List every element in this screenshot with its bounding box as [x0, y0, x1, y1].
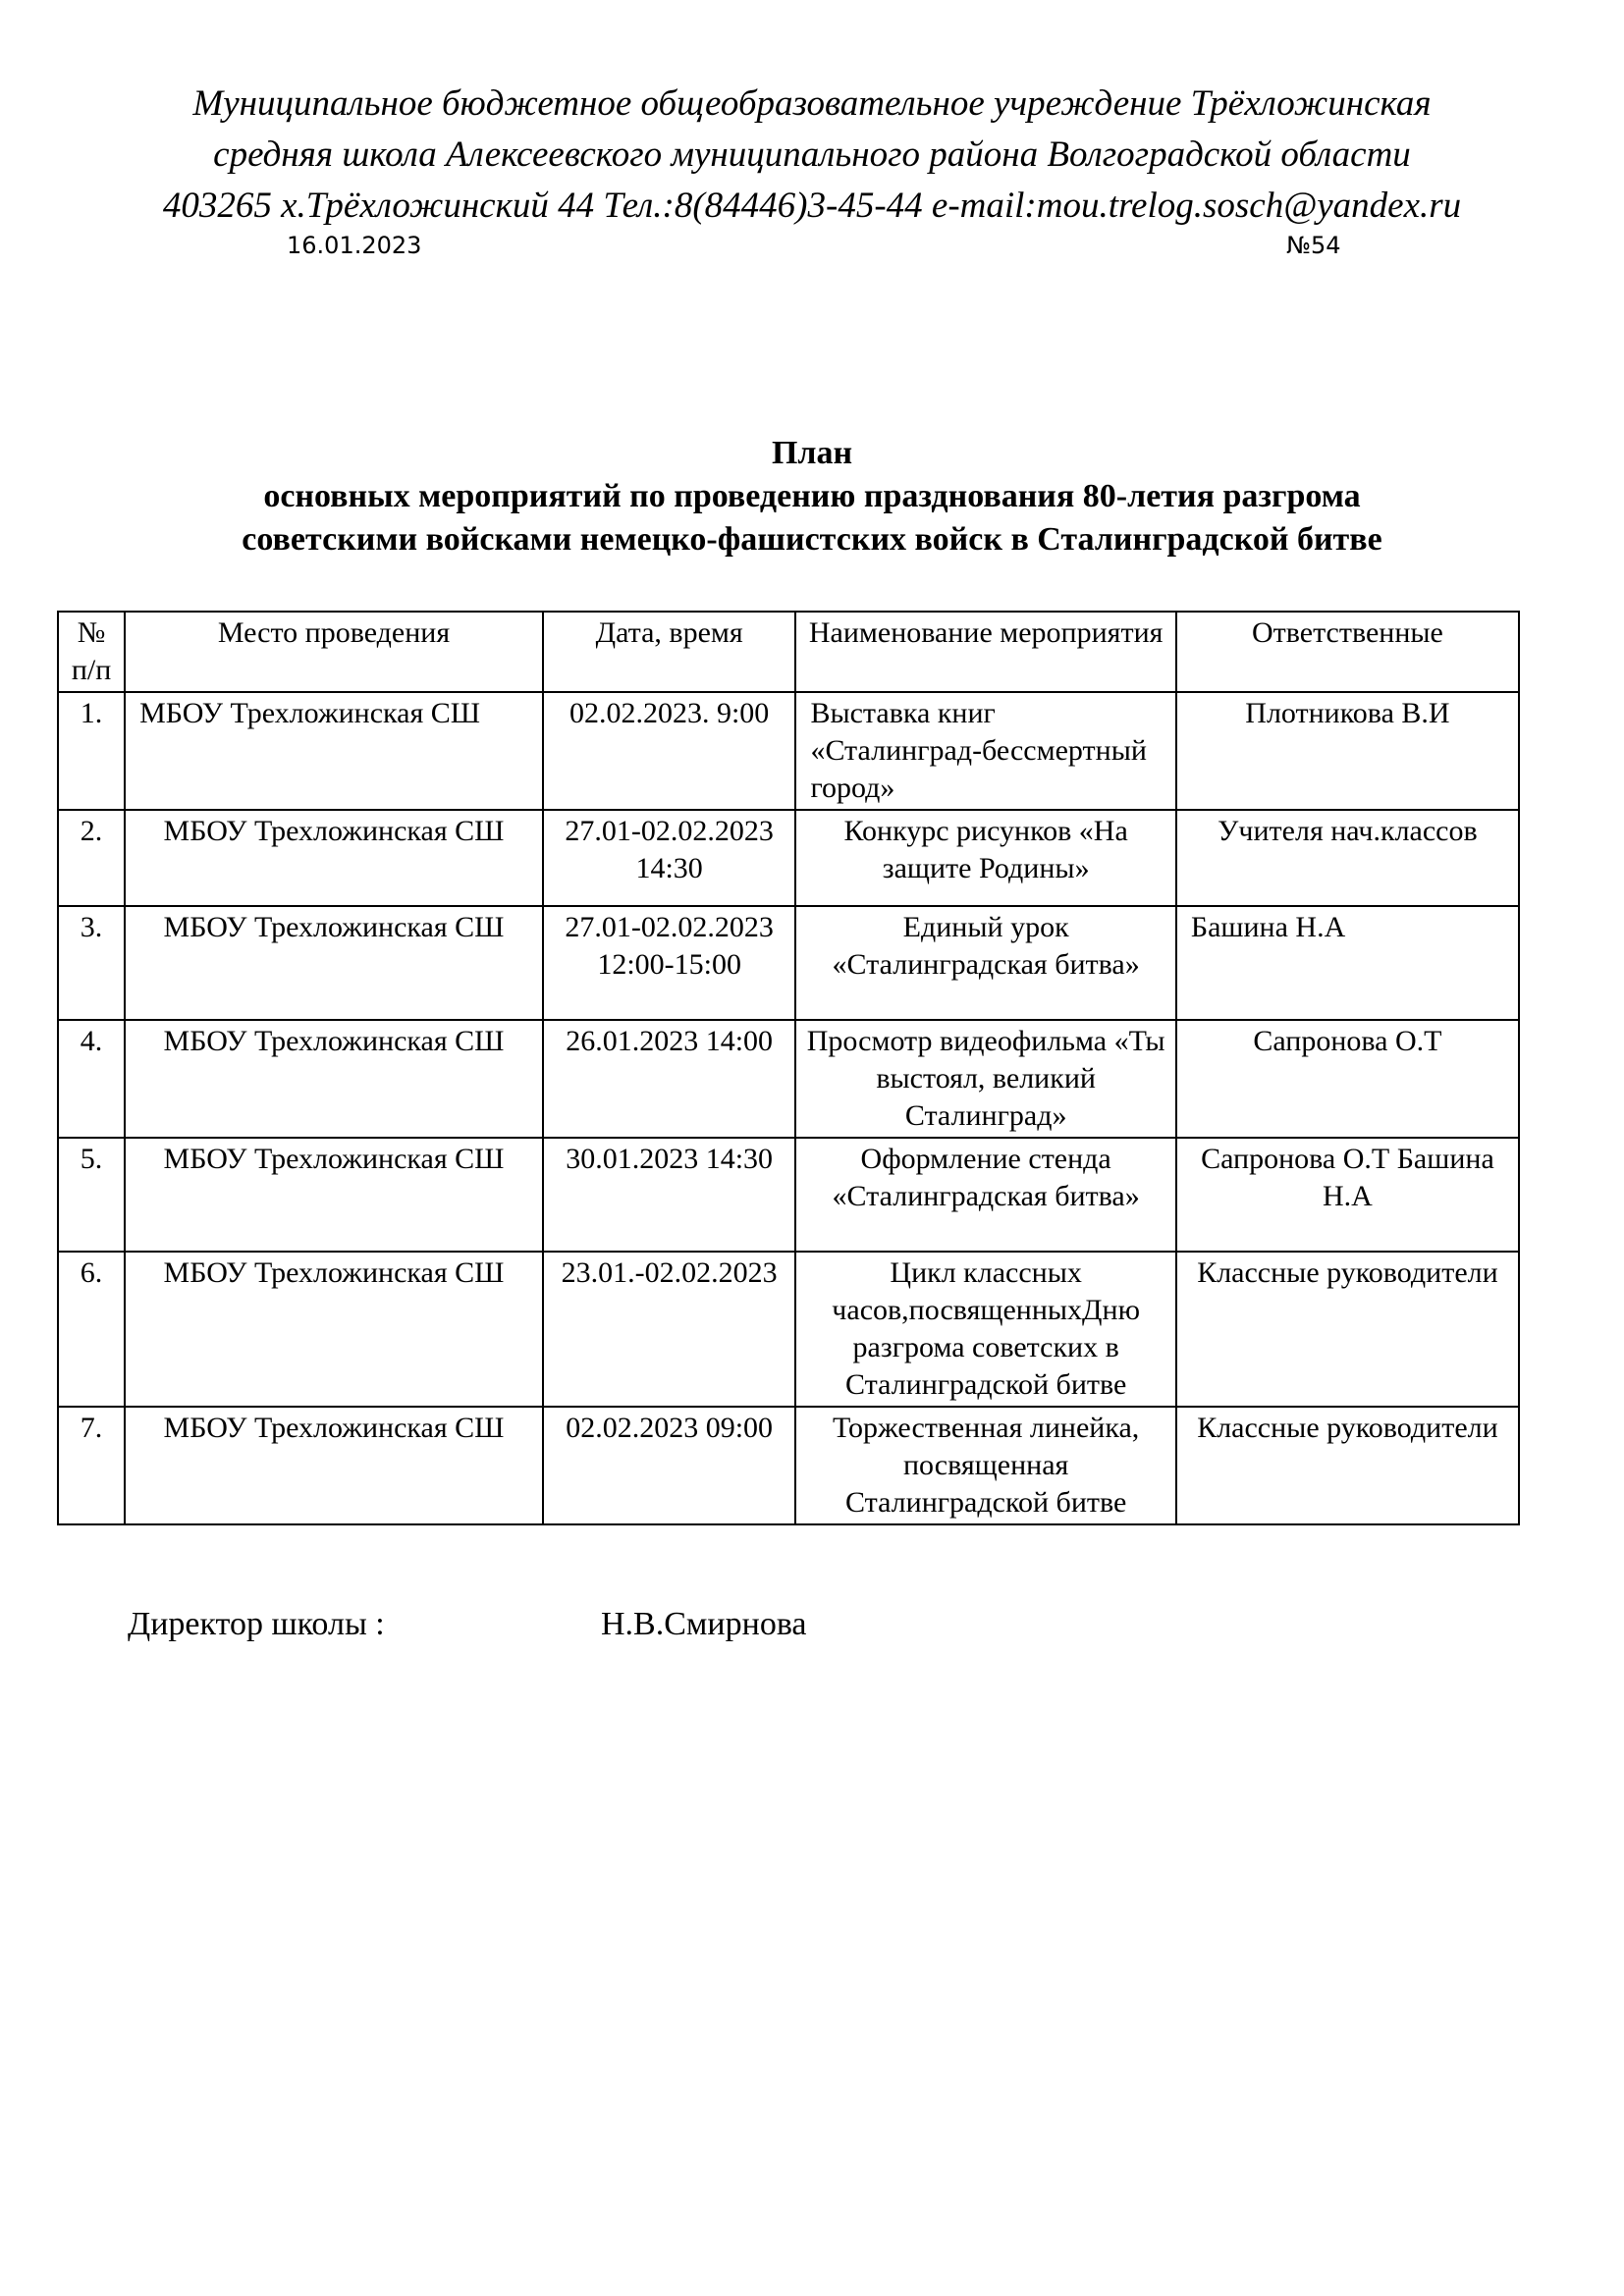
row-responsible: Плотникова В.И [1176, 692, 1519, 810]
table-row [58, 906, 1519, 1020]
row-date: 02.02.2023 09:00 [543, 1407, 796, 1524]
row-date: 27.01-02.02.2023 12:00-15:00 [543, 906, 796, 1020]
row-date: 26.01.2023 14:00 [543, 1020, 796, 1138]
header-num: № п/п [58, 612, 125, 692]
table-row [58, 1252, 1519, 1407]
header-event: Наименование мероприятия [795, 612, 1175, 692]
header-date: Дата, время [543, 612, 796, 692]
row-responsible: Сапронова О.Т Башина Н.А [1176, 1138, 1519, 1252]
row-responsible: Классные руководители [1176, 1407, 1519, 1524]
header-line-3: 403265 х.Трёхложинский 44 Тел.:8(84446)3-45-44 e-mail:mou.trelog.sosch@yandex.ru [162, 186, 1462, 226]
table-row [58, 692, 1519, 810]
row-responsible: Башина Н.А [1176, 906, 1519, 1020]
row-date: 30.01.2023 14:30 [543, 1138, 796, 1252]
row-num: 7. [58, 1407, 125, 1524]
row-num: 2. [58, 810, 125, 906]
row-event: Оформление стенда «Сталинградская битва» [795, 1138, 1175, 1252]
row-event: Выставка книг «Сталинград-бессмертный город» [795, 692, 1175, 810]
table-header-row [58, 612, 1519, 692]
row-place: МБОУ Трехложинская СШ [125, 1138, 543, 1252]
row-event: Единый урок «Сталинградская битва» [795, 906, 1175, 1020]
header-responsible: Ответственные [1176, 612, 1519, 692]
title-line-2: основных мероприятий по проведению празднования 80-летия разгрома [263, 478, 1361, 514]
table-row [58, 1407, 1519, 1524]
row-place: МБОУ Трехложинская СШ [125, 692, 543, 810]
row-num: 5. [58, 1138, 125, 1252]
row-num: 6. [58, 1252, 125, 1407]
document-title [0, 432, 1624, 561]
row-place: МБОУ Трехложинская СШ [125, 1252, 543, 1407]
row-num: 3. [58, 906, 125, 1020]
row-event: Просмотр видеофильма «Ты выстоял, великий Сталинград» [795, 1020, 1175, 1138]
table-row [58, 1138, 1519, 1252]
header-place: Место проведения [125, 612, 543, 692]
row-date: 02.02.2023. 9:00 [543, 692, 796, 810]
row-date: 27.01-02.02.2023 14:30 [543, 810, 796, 906]
row-place: МБОУ Трехложинская СШ [125, 1407, 543, 1524]
row-event: Цикл классных часов,посвященныхДню разгрома советских в Сталинградской битве [795, 1252, 1175, 1407]
title-line-3: советскими войсками немецко-фашистских войск в Сталинградской битве [242, 521, 1382, 558]
row-date: 23.01.-02.02.2023 [543, 1252, 796, 1407]
header-line-2: средняя школа Алексеевского муниципального района Волгоградской области [213, 134, 1411, 175]
row-event: Торжественная линейка, посвященная Сталинградской битве [795, 1407, 1175, 1524]
row-place: МБОУ Трехложинская СШ [125, 906, 543, 1020]
table-row [58, 810, 1519, 906]
signature-name: Н.В.Смирнова [601, 1606, 807, 1642]
title-line-1: План [771, 435, 853, 471]
header-line-1: Муниципальное бюджетное общеобразовательное учреждение Трёхложинская [192, 83, 1432, 124]
events-table [57, 611, 1520, 1525]
document-date: 16.01.2023 [287, 232, 422, 259]
signature-position: Директор школы : [128, 1606, 385, 1642]
row-place: МБОУ Трехложинская СШ [125, 1020, 543, 1138]
row-place: МБОУ Трехложинская СШ [125, 810, 543, 906]
row-responsible: Классные руководители [1176, 1252, 1519, 1407]
row-responsible: Учителя нач.классов [1176, 810, 1519, 906]
table-row [58, 1020, 1519, 1138]
row-num: 4. [58, 1020, 125, 1138]
row-num: 1. [58, 692, 125, 810]
document-number: №54 [1286, 232, 1341, 259]
row-event: Конкурс рисунков «На защите Родины» [795, 810, 1175, 906]
row-responsible: Сапронова О.Т [1176, 1020, 1519, 1138]
school-header [0, 79, 1624, 232]
